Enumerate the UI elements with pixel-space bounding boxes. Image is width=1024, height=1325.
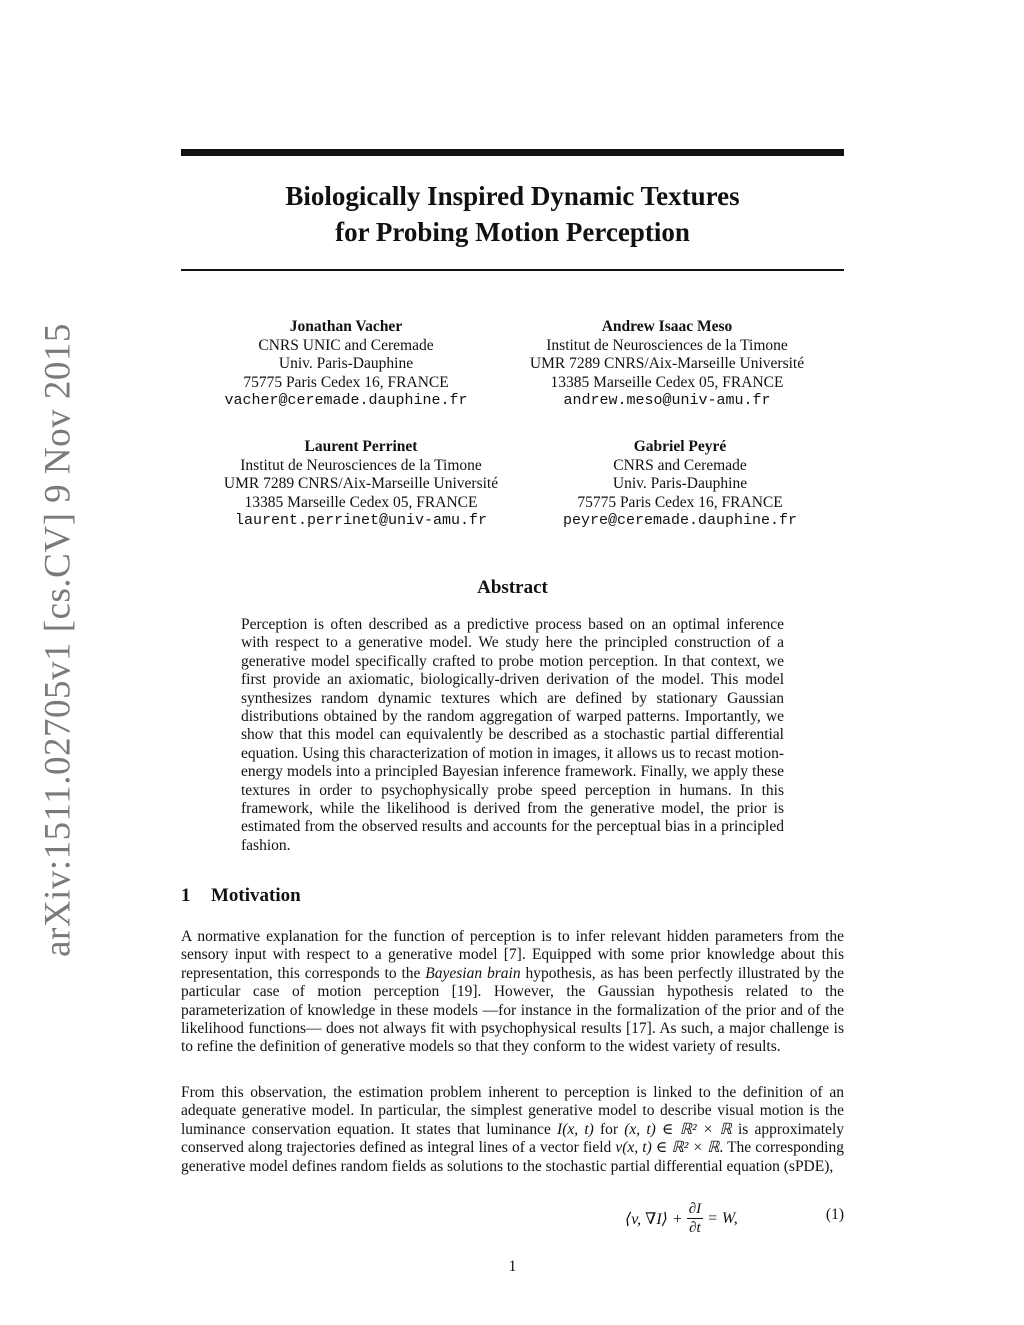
title-bottom-rule (181, 269, 844, 271)
abstract-text: Perception is often described as a predictive process based on an optimal inference with respect to a generative model. We study here the principled construction of a generative model specifically crafted to probe motion perception. In that context, we first provide an axiomatic, biologically-driven derivation of the model. This model synthesizes random dynamic textures which are defined by stationary Gaussian distributions obtained by the random aggregation of warped patterns. Importantly, we show that this model can equivalently be described as a stochastic partial differential equation. Using this characterization of motion in images, it allows us to recast motion-energy models into a principled Bayesian inference framework. Finally, we apply these textures in order to psychophysically probe speed perception in humans. In this framework, while the likelihood is derived from the generative model, the prior is estimated from the observed results and accounts for the perceptual bias in a principled fashion. (241, 616, 784, 854)
inline-math: (x, t) ∈ ℝ² × ℝ (624, 1120, 732, 1138)
author-affiliation: CNRS UNIC and Ceremade (258, 336, 434, 354)
abstract-heading: Abstract (477, 577, 548, 598)
author-email[interactable]: andrew.meso@univ-amu.fr (563, 392, 771, 409)
author-name: Andrew Isaac Meso (601, 318, 733, 335)
inline-math: v(x, t) ∈ ℝ² × ℝ (615, 1139, 720, 1157)
author-name: Gabriel Peyré (633, 438, 727, 455)
title-line-2: for Probing Motion Perception (335, 217, 690, 247)
author-affiliation: UMR 7289 CNRS/Aix-Marseille Université (223, 475, 499, 492)
body-paragraph (181, 928, 844, 1057)
author-affiliation: Univ. Paris-Dauphine (612, 475, 748, 492)
paragraph-text: is approximately conserved along trajectories defined as integral lines of a vector field (181, 1120, 844, 1157)
author-address: 13385 Marseille Cedex 05, FRANCE (550, 373, 784, 391)
arxiv-stamp-text: arXiv:1511.02705v1 [cs.CV] 9 Nov 2015 (37, 323, 79, 957)
body-paragraph (181, 1084, 844, 1176)
equation-fraction (687, 1200, 703, 1237)
inline-math: I(x, t) (557, 1120, 594, 1138)
author-block (176, 318, 516, 411)
author-address: 13385 Marseille Cedex 05, FRANCE (244, 493, 478, 511)
equation-body (625, 1200, 738, 1237)
paper-title (181, 178, 844, 250)
author-address: 75775 Paris Cedex 16, FRANCE (577, 493, 783, 511)
author-address: 75775 Paris Cedex 16, FRANCE (243, 373, 449, 391)
author-affiliation: Institut de Neurosciences de la Timone (240, 456, 482, 474)
title-line-1: Biologically Inspired Dynamic Textures (285, 181, 740, 211)
author-block (497, 318, 837, 411)
author-affiliation: Univ. Paris-Dauphine (278, 355, 414, 372)
equation-number: (1) (825, 1206, 844, 1223)
page-number: 1 (508, 1258, 517, 1275)
paragraph-text: for (593, 1120, 625, 1138)
author-name: Laurent Perrinet (304, 438, 418, 455)
author-name: Jonathan Vacher (289, 318, 403, 335)
author-email[interactable]: peyre@ceremade.dauphine.fr (562, 512, 798, 529)
author-email[interactable]: vacher@ceremade.dauphine.fr (224, 392, 468, 409)
section-title: Motivation (211, 885, 301, 906)
author-block (510, 438, 850, 531)
title-top-rule (181, 149, 844, 156)
emphasized-term: Bayesian brain (425, 964, 521, 982)
paragraph-text: . The corresponding generative model defines random fields as solutions to the stochastic partial differential equation (sPDE), (181, 1139, 844, 1175)
fraction-denominator: ∂t (689, 1220, 701, 1236)
paragraph-text: From this observation, the estimation problem inherent to perception is linked to the definition of an adequate generative model. In particular, the simplest generative model to describe visual motion is the luminance conservation equation. It states that luminance (181, 1084, 844, 1138)
equation-lhs: ⟨v, ∇I⟩ + (625, 1210, 683, 1228)
fraction-numerator: ∂I (688, 1201, 702, 1217)
author-affiliation: Institut de Neurosciences de la Timone (546, 336, 788, 354)
paragraph-text: hypothesis, as has been perfectly illustrated by the particular case of motion perception [19]. However, the Gaussian hypothesis related to the parameterization of knowledge in these models —for instance in the formalization of the prior and of the likelihood functions— does not always fit with psychophysical results [17]. As such, a major challenge is to refine the definition of generative models so that they conform to the widest variety of results. (181, 964, 845, 1056)
section-heading (181, 885, 301, 907)
equation-rhs: = W, (707, 1209, 738, 1227)
section-number: 1 (181, 885, 191, 906)
author-affiliation: UMR 7289 CNRS/Aix-Marseille Université (529, 355, 805, 372)
author-block (191, 438, 531, 531)
author-email[interactable]: laurent.perrinet@univ-amu.fr (234, 512, 488, 529)
author-affiliation: CNRS and Ceremade (613, 456, 747, 474)
paragraph-text: A normative explanation for the function of perception is to infer relevant hidden parameters from the sensory input with respect to a generative model [7]. Equipped with some prior knowledge about this representation, this corresponds to the (181, 928, 844, 982)
equation-1 (181, 1196, 844, 1236)
